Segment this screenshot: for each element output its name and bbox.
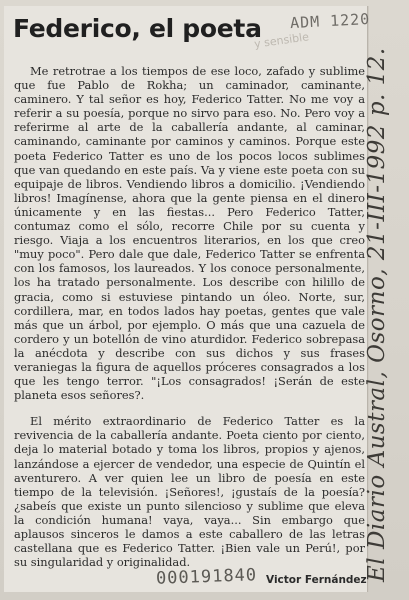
newspaper-clipping: [4, 6, 368, 592]
article-byline: Victor Fernández: [266, 574, 367, 586]
article-paragraph-1: Me retrotrae a los tiempos de ese loco, zafado y sublime que fue Pablo de Rokha; un caminador, caminante, caminero. Y tal señor es hoy, Federico Tatter. No me voy a referir a su poesía, porque no sirvo para eso. No. Pero voy a referirme al arte de la caballería andante, al caminar, caminando, caminante por caminos y caminos. Porque este poeta Federico Tatter es uno de los pocos locos sublimes que van quedando en este país. Va y viene este poeta con su equipaje de libros. Vendiendo libros a domicilio. ¡Vendiendo libros! Imagínense, ahora que la gente piensa en el dinero únicamente y en las fiestas... Pero Federico Tatter, contumaz como el sólo, recorre Chile por su cuenta y riesgo. Viaja a los encuentros literarios, en los que creo "muy poco". Pero dale que dale, Federico Tatter se enfrenta con los famosos, los laureados. Y los conoce personalmente, los ha tratado personalmente. Los describe con hilillo de gracia, como si estuviese pintando un óleo. Norte, sur, cordillera, mar, en todos lados hay poetas, gentes que vale más que un árbol, por ejemplo. O más que una cazuela de cordero y un botellón de vino aturdidor. Federico sobrepasa la anécdota y describe con sus dichos y sus frases veraniegas la figura de aquellos próceres consagrados a los que les tengo terror. "¡Los consagrados! ¡Serán de este planeta esos señores?.: [14, 64, 365, 403]
handwritten-source-note: El Diario Austral, Osorno, 21-III-1992 p. 12.: [364, 47, 390, 582]
archive-serial-number: 000191840: [155, 565, 258, 589]
archive-stamp-code: ADM 1220: [289, 9, 371, 33]
bleed-through-text: y sensible: [253, 30, 310, 51]
article-headline: Federico, el poeta: [13, 14, 262, 43]
article-body: [14, 64, 365, 569]
article-paragraph-2: El mérito extraordinario de Federico Tatter es la revivencia de la caballería andante. Poeta ciento por ciento, deja lo material botado y toma los libros, propios y ajenos, lanzándose a ejercer de vendedor, una especie de Quintín el aventurero. A ver quien lee un libro de poesía en este tiempo de la televisión. ¡Señores!, ¡gustaís de la poesía? ¿sabeís que existe un punto silencioso y sublime que eleva la condición humana! vaya, vaya... Sin embargo que aplausos sinceros le damos a este caballero de las letras castellana que es Federico Tatter. ¡Bien vale un Perú!, por su singularidad y originalidad.: [14, 414, 365, 570]
